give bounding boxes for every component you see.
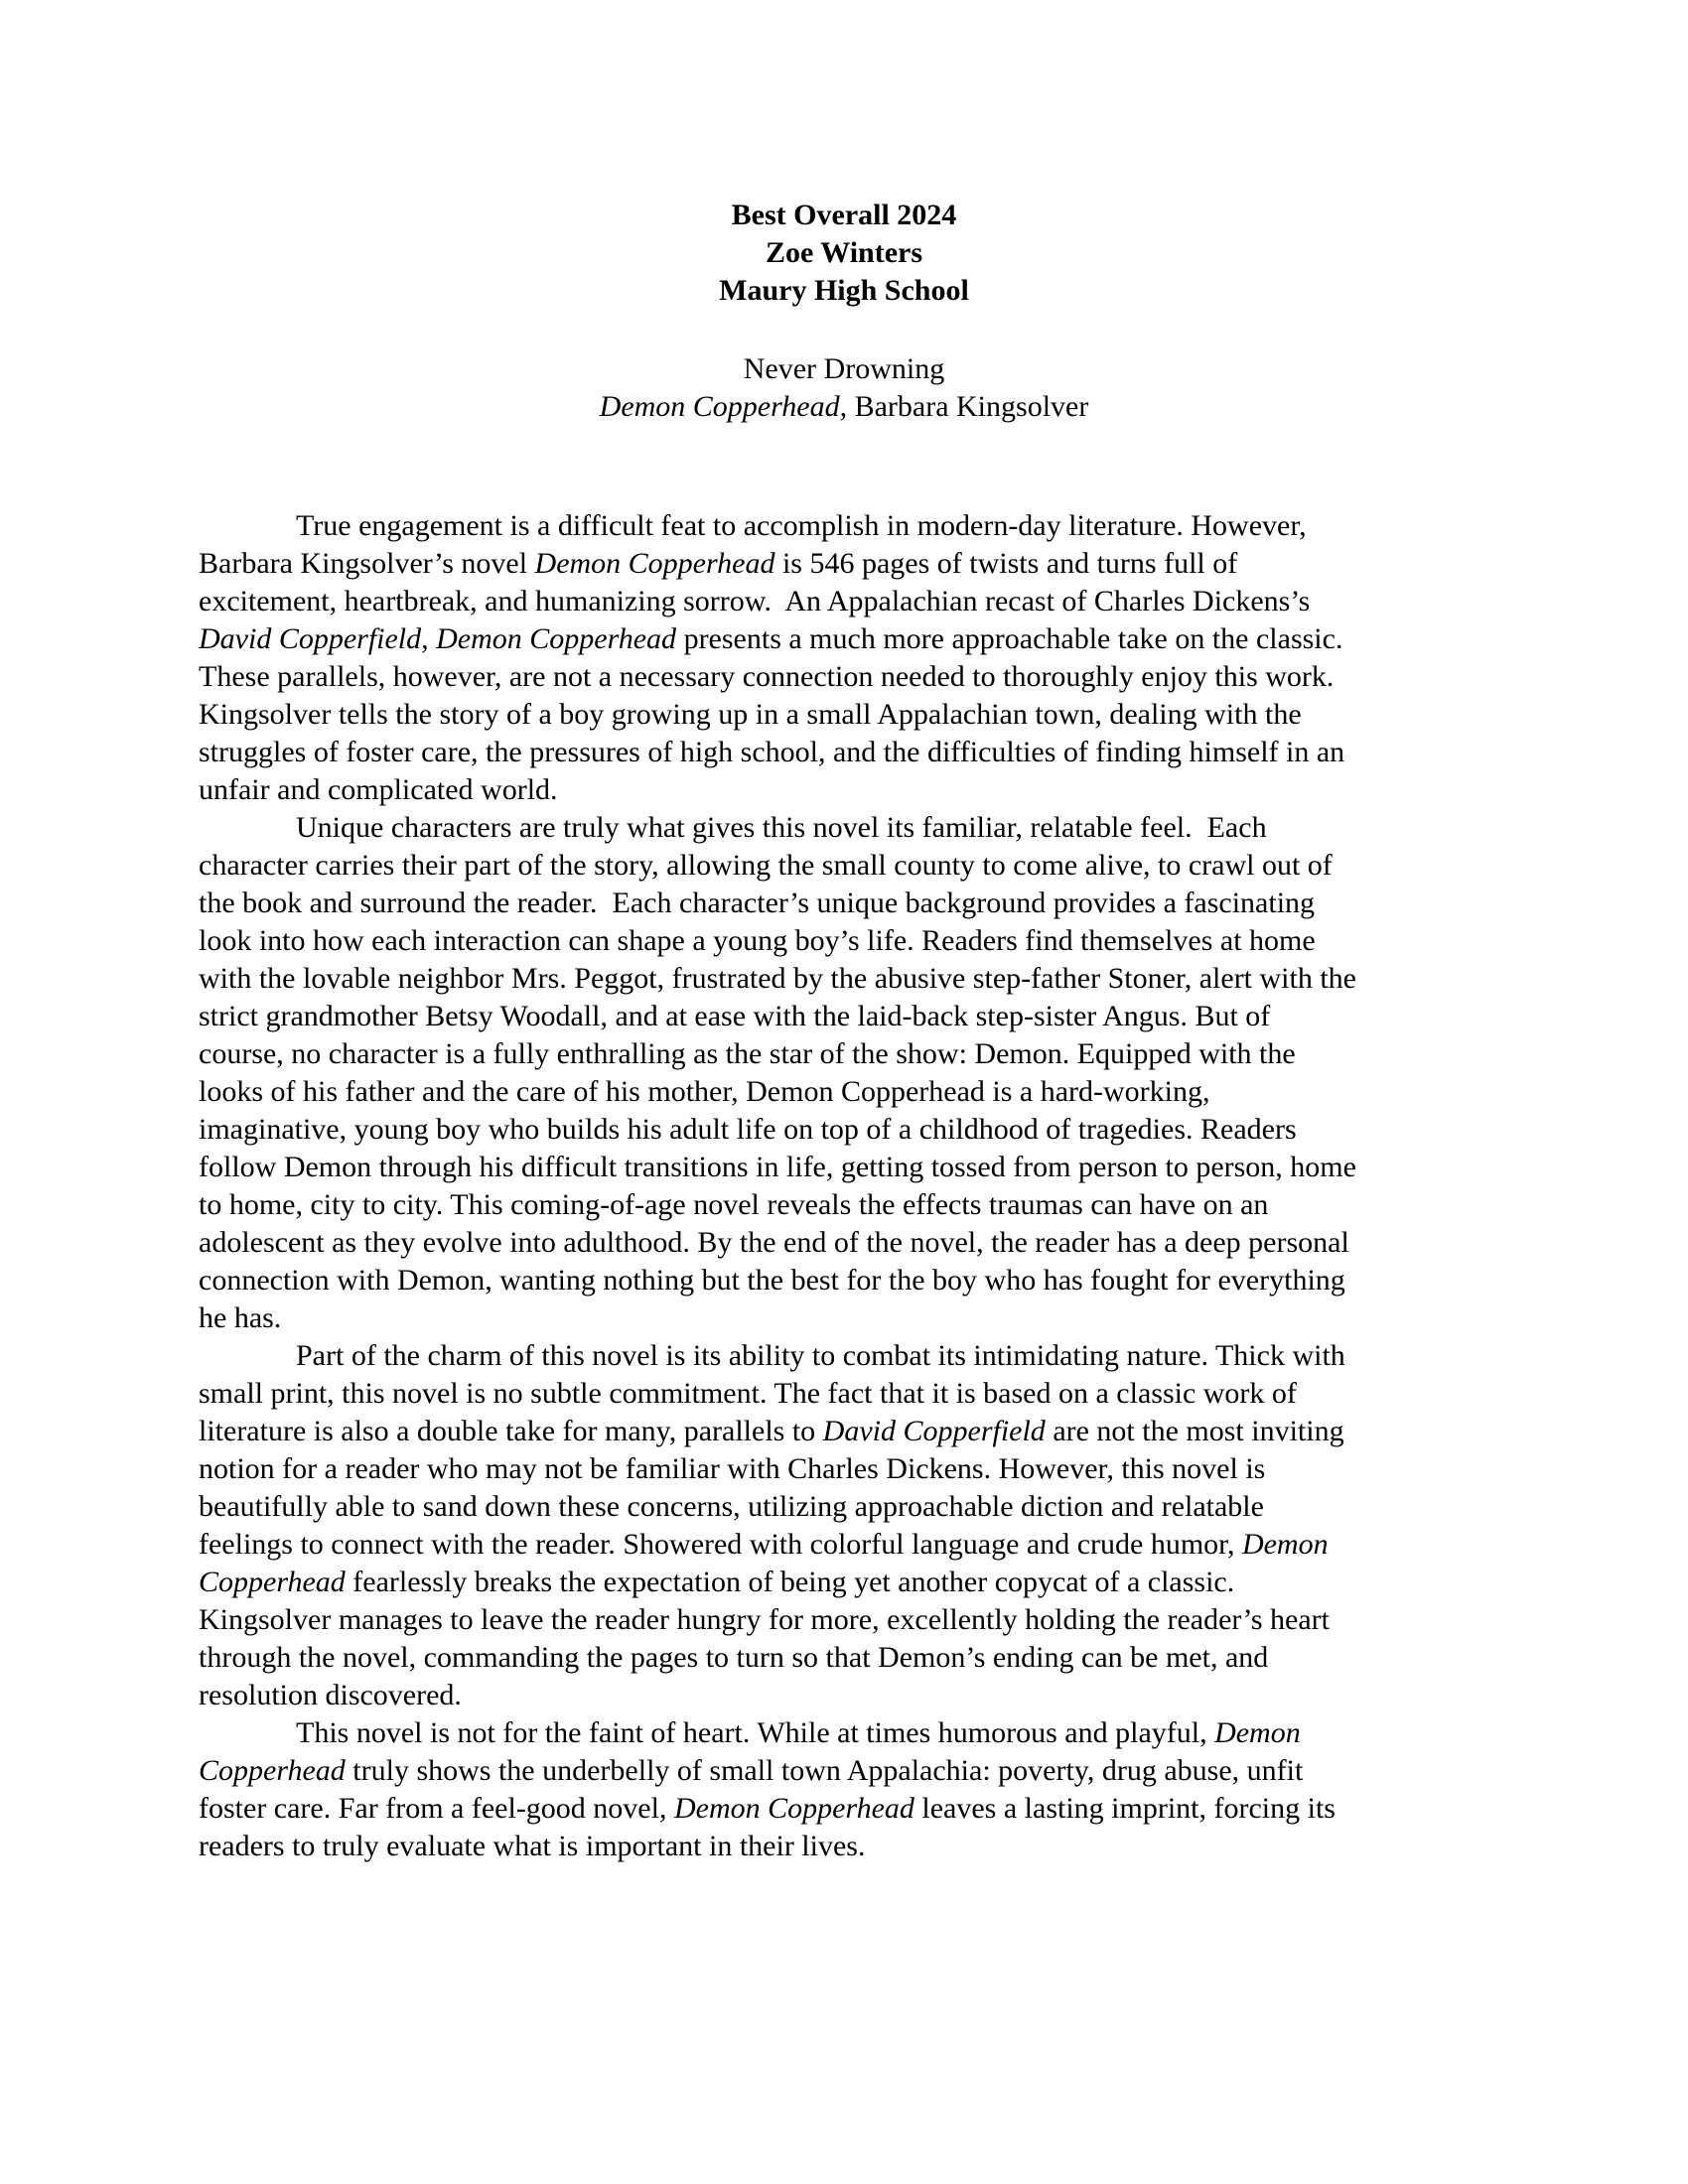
text-run: follow Demon through his difficult transitions in life, getting tossed from person to person, home <box>199 1151 1356 1183</box>
text-run: True engagement is a difficult feat to accomplish in modern-day literature. However, <box>296 509 1307 542</box>
text-line <box>199 1299 1493 1337</box>
text-line <box>199 1262 1493 1299</box>
text-run: imaginative, young boy who builds his adult life on top of a childhood of tragedies. Readers <box>199 1113 1297 1146</box>
text-run: course, no character is a fully enthralling as the star of the show: Demon. Equipped with the <box>199 1037 1296 1070</box>
text-line <box>199 1714 1493 1752</box>
essay-heading <box>0 350 1688 426</box>
text-line <box>199 1073 1493 1111</box>
text-line <box>199 1639 1493 1677</box>
text-run: notion for a reader who may not be familiar with Charles Dickens. However, this novel is <box>199 1452 1266 1485</box>
text-run: small print, this novel is no subtle commitment. The fact that it is based on a classic work of <box>199 1377 1297 1410</box>
text-line <box>199 545 1493 583</box>
text-line <box>199 1186 1493 1224</box>
text-line <box>199 507 1493 545</box>
text-run: Kingsolver tells the story of a boy growing up in a small Appalachian town, dealing with the <box>199 698 1302 731</box>
text-line <box>199 809 1493 847</box>
text-run: Unique characters are truly what gives this novel its familiar, relatable feel. Each <box>296 811 1267 844</box>
italic-text: David Copperfield, Demon Copperhead <box>199 622 677 655</box>
text-run: This novel is not for the faint of heart. While at times humorous and playful, <box>296 1716 1215 1749</box>
text-run: is 546 pages of twists and turns full of <box>774 547 1238 580</box>
text-line <box>199 960 1493 998</box>
italic-text: Copperhead <box>199 1754 346 1787</box>
italic-text: Demon <box>1214 1716 1301 1749</box>
text-line <box>199 583 1493 620</box>
text-run: readers to truly evaluate what is important in their lives. <box>199 1830 866 1862</box>
text-line <box>199 1564 1493 1601</box>
essay-title: Never Drowning <box>743 352 945 385</box>
text-line <box>199 734 1493 771</box>
text-run: he has. <box>199 1301 282 1334</box>
text-run: are not the most inviting <box>1045 1415 1344 1447</box>
author-name: Zoe Winters <box>765 236 923 269</box>
text-run: to home, city to city. This coming-of-age novel reveals the effects traumas can have on an <box>199 1188 1269 1221</box>
text-run: feelings to connect with the reader. Showered with colorful language and crude humor, <box>199 1528 1242 1561</box>
text-run: presents a much more approachable take on the classic. <box>676 622 1343 655</box>
text-run: strict grandmother Betsy Woodall, and at ease with the laid-back step-sister Angus. But of <box>199 1000 1271 1032</box>
italic-text: Demon Copperhead <box>673 1792 914 1825</box>
text-run: unfair and complicated world. <box>199 773 558 806</box>
text-line <box>199 1526 1493 1564</box>
text-line <box>199 922 1493 960</box>
text-line <box>199 1413 1493 1450</box>
text-line <box>199 1752 1493 1790</box>
text-run: literature is also a double take for many, parallels to <box>199 1415 823 1447</box>
text-line <box>199 885 1493 922</box>
text-run: Kingsolver manages to leave the reader hungry for more, excellently holding the reader’s heart <box>199 1603 1331 1636</box>
italic-text: Copperhead <box>199 1566 346 1598</box>
essay-body <box>199 507 1493 1865</box>
text-line <box>199 1224 1493 1262</box>
text-line <box>199 1677 1493 1714</box>
text-line <box>199 771 1493 809</box>
text-line <box>199 1375 1493 1413</box>
text-line <box>199 1337 1493 1375</box>
italic-text: Demon Copperhead <box>534 547 775 580</box>
text-run: with the lovable neighbor Mrs. Peggot, frustrated by the abusive step-father Stoner, alert with the <box>199 962 1357 995</box>
book-title: Demon Copperhead, <box>599 390 848 423</box>
italic-text: David Copperfield <box>822 1415 1046 1447</box>
text-run: looks of his father and the care of his mother, Demon Copperhead is a hard-working, <box>199 1075 1210 1108</box>
italic-text: Demon <box>1241 1528 1329 1561</box>
text-run: look into how each interaction can shape a young boy’s life. Readers find themselves at home <box>199 924 1316 957</box>
text-run: connection with Demon, wanting nothing but the best for the boy who has fought for everything <box>199 1264 1345 1297</box>
text-line <box>199 1149 1493 1186</box>
text-line <box>199 1488 1493 1526</box>
text-run: leaves a lasting imprint, forcing its <box>914 1792 1336 1825</box>
text-line <box>199 620 1493 658</box>
text-run: foster care. Far from a feel-good novel, <box>199 1792 674 1825</box>
text-run: resolution discovered. <box>199 1679 462 1711</box>
text-run: beautifully able to sand down these concerns, utilizing approachable diction and relatable <box>199 1490 1264 1523</box>
text-line <box>199 847 1493 885</box>
text-run: truly shows the underbelly of small town Appalachia: poverty, drug abuse, unfit <box>345 1754 1304 1787</box>
book-author: Barbara Kingsolver <box>847 390 1089 423</box>
text-line <box>199 658 1493 696</box>
text-run: Part of the charm of this novel is its ability to combat its intimidating nature. Thick with <box>296 1339 1345 1372</box>
text-line <box>199 1828 1493 1865</box>
award-title: Best Overall 2024 <box>731 199 957 231</box>
text-run: fearlessly breaks the expectation of being yet another copycat of a classic. <box>345 1566 1235 1598</box>
text-line <box>199 1035 1493 1073</box>
text-line <box>199 1450 1493 1488</box>
text-run: the book and surround the reader. Each character’s unique background provides a fascinating <box>199 887 1316 919</box>
text-run: adolescent as they evolve into adulthood. By the end of the novel, the reader has a deep personal <box>199 1226 1349 1259</box>
school-name: Maury High School <box>719 274 969 307</box>
award-heading <box>0 197 1688 310</box>
text-run: excitement, heartbreak, and humanizing sorrow. An Appalachian recast of Charles Dickens’s <box>199 585 1311 617</box>
text-run: through the novel, commanding the pages to turn so that Demon’s ending can be met, and <box>199 1641 1269 1674</box>
text-run: character carries their part of the story, allowing the small county to come alive, to crawl out of <box>199 849 1333 882</box>
text-line <box>199 1601 1493 1639</box>
text-run: These parallels, however, are not a necessary connection needed to thoroughly enjoy this work. <box>199 660 1335 693</box>
text-run: Barbara Kingsolver’s novel <box>199 547 535 580</box>
text-line <box>199 1790 1493 1828</box>
book-citation <box>0 388 1688 426</box>
text-line <box>199 998 1493 1035</box>
text-line <box>199 1111 1493 1149</box>
text-run: struggles of foster care, the pressures of high school, and the difficulties of finding himself in an <box>199 736 1345 768</box>
text-line <box>199 696 1493 734</box>
